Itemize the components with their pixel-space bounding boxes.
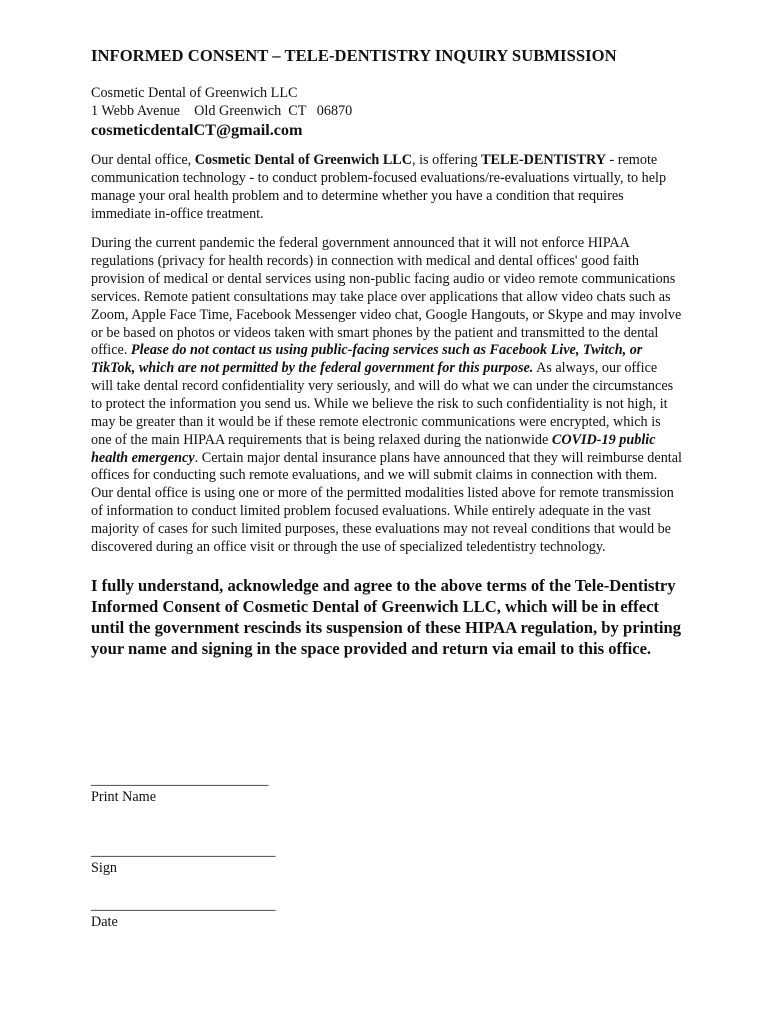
date-block: [91, 897, 275, 931]
hipaa-text-2: As always, our office will take dental record confidentiality very seriously, and will do what we can under the circumstances to protect the information you send us. While we believe the risk to such confidentiality is not high, it may be greater than it would be if these remote electronic communications were encrypted, which is one of the main HIPAA requirements that is being relaxed during the nationwide: [91, 360, 674, 448]
practice-email: cosmeticdentalCT@gmail.com: [91, 121, 303, 139]
intro-paragraph: [91, 152, 682, 223]
intro-text-1: Our dental office,: [91, 152, 195, 168]
covid-emergency: COVID-19 public health emergency: [91, 431, 656, 466]
date-label: Date: [91, 914, 118, 930]
sign-block: [91, 843, 275, 877]
sign-label: Sign: [91, 860, 118, 876]
intro-text-3: - remote communication technology - to conduct problem-focused evaluations/re-evaluations virtually, to help manage your oral health problem and to determine whether you have a condition that requires immediate in-office treatment.: [91, 152, 667, 222]
print-name-field[interactable]: _________________________: [91, 772, 269, 788]
signature-field[interactable]: __________________________: [91, 843, 276, 859]
public-facing-warning: Please do not contact us using public-facing services such as Facebook Live, Twitch, or TikTok, which are not permitted by the federal government for this purpose.: [91, 342, 643, 377]
hipaa-text-1: During the current pandemic the federal government announced that it will not enforce HIPAA regulations (privacy for health records) in connection with medical and dental offices' good faith provision of medical or dental services using non-public facing audio or video remote communications services. Remote patient consultations may take place over applications that allow video chats such as Zoom, Apple Face Time, Facebook Messenger video chat, Google Hangouts, or Skype and may involve or be based on photos or videos taken with smart phones by the patient and transmitted to the dental office.: [91, 235, 682, 359]
print-name-block: [91, 772, 268, 806]
hipaa-text-3: . Certain major dental insurance plans have announced that they will reimburse dental offices for conducting such remote evaluations, and we will submit claims in connection with them. Our dental office is using one or more of the permitted modalities listed above for remote transmission of information to conduct limited problem focused evaluations. While entirely adequate in the vast majority of cases for such limited purposes, these evaluations may not reveal conditions that would be discovered during an office visit or through the use of specialized teledentistry technology.: [91, 449, 682, 555]
print-name-label: Print Name: [91, 789, 157, 805]
practice-address: 1 Webb Avenue Old Greenwich CT 06870: [91, 103, 353, 119]
document-title: INFORMED CONSENT – TELE-DENTISTRY INQUIRY SUBMISSION: [91, 46, 617, 65]
practice-name: Cosmetic Dental of Greenwich LLC: [91, 85, 298, 101]
intro-teledentistry: TELE-DENTISTRY: [481, 152, 606, 168]
hipaa-paragraph: [91, 235, 682, 556]
intro-practice-name: Cosmetic Dental of Greenwich LLC: [194, 152, 412, 168]
agreement-statement: I fully understand, acknowledge and agree to the above terms of the Tele-Dentistry Informed Consent of Cosmetic Dental of Greenwich LLC, which will be in effect until the government rescinds its suspension of these HIPAA regulation, by printing your name and signing in the space provided and return via email to this office.: [91, 575, 682, 658]
date-field[interactable]: __________________________: [91, 897, 276, 913]
intro-text-2: , is offering: [412, 152, 482, 168]
